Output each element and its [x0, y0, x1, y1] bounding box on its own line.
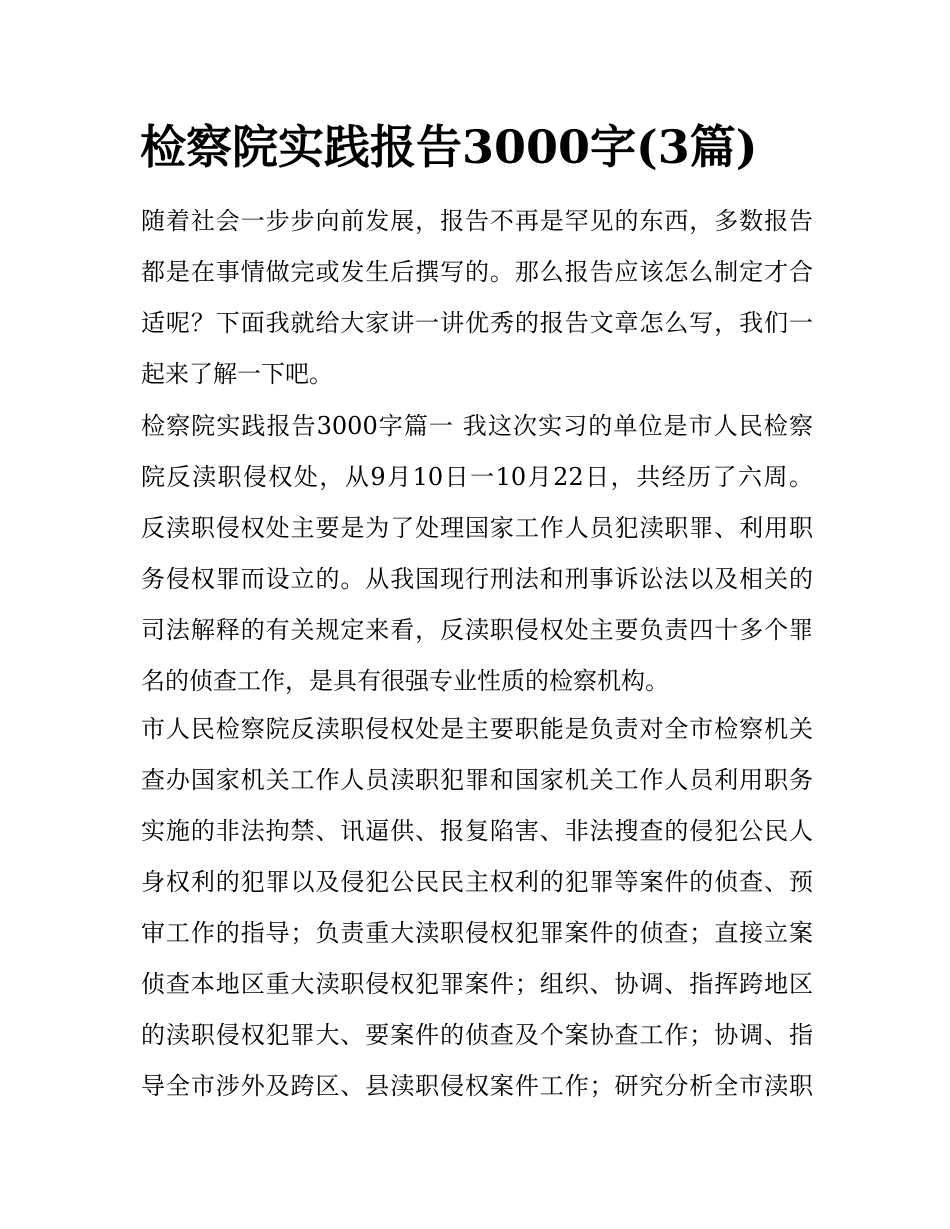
text-line: 实施的非法拘禁、讯逼供、报复陷害、非法搜查的侵犯公民人 — [141, 817, 813, 845]
text-line: 随着社会一步步向前发展，报告不再是罕见的东西，多数报告 — [141, 207, 813, 235]
text-line: 市人民检察院反渎职侵权处是主要职能是负责对全市检察机关 — [141, 715, 813, 743]
document-title: 检察院实践报告3000字(3篇) — [140, 120, 758, 174]
text-line: 院反渎职侵权处，从9月10日一10月22日，共经历了六周。 — [141, 463, 813, 491]
text-line: 身权利的犯罪以及侵犯公民民主权利的犯罪等案件的侦查、预 — [141, 868, 813, 896]
text-line: 的渎职侵权犯罪大、要案件的侦查及个案协查工作；协调、指 — [141, 1021, 813, 1049]
text-line: 侦查本地区重大渎职侵权犯罪案件；组织、协调、指挥跨地区 — [141, 970, 813, 998]
text-line: 都是在事情做完或发生后撰写的。那么报告应该怎么制定才合 — [141, 258, 813, 286]
paragraph-duties — [141, 704, 813, 1112]
text-line: 导全市涉外及跨区、县渎职侵权案件工作；研究分析全市渎职 — [141, 1072, 813, 1100]
text-line: 名的侦查工作，是具有很强专业性质的检察机构。 — [141, 667, 669, 695]
text-line: 检察院实践报告3000字篇一 我这次实习的单位是市人民检察 — [141, 412, 813, 440]
text-line: 起来了解一下吧。 — [141, 360, 333, 388]
text-line: 查办国家机关工作人员渎职犯罪和国家机关工作人员利用职务 — [141, 766, 813, 794]
paragraph-report-one — [141, 401, 813, 707]
text-line: 反渎职侵权处主要是为了处理国家工作人员犯渎职罪、利用职 — [141, 514, 813, 542]
text-line: 适呢？下面我就给大家讲一讲优秀的报告文章怎么写，我们一 — [141, 309, 813, 337]
text-line: 务侵权罪而设立的。从我国现行刑法和刑事诉讼法以及相关的 — [141, 565, 813, 593]
text-line: 审工作的指导；负责重大渎职侵权犯罪案件的侦查；直接立案 — [141, 919, 813, 947]
text-line: 司法解释的有关规定来看，反渎职侵权处主要负责四十多个罪 — [141, 616, 813, 644]
paragraph-intro — [141, 196, 813, 400]
